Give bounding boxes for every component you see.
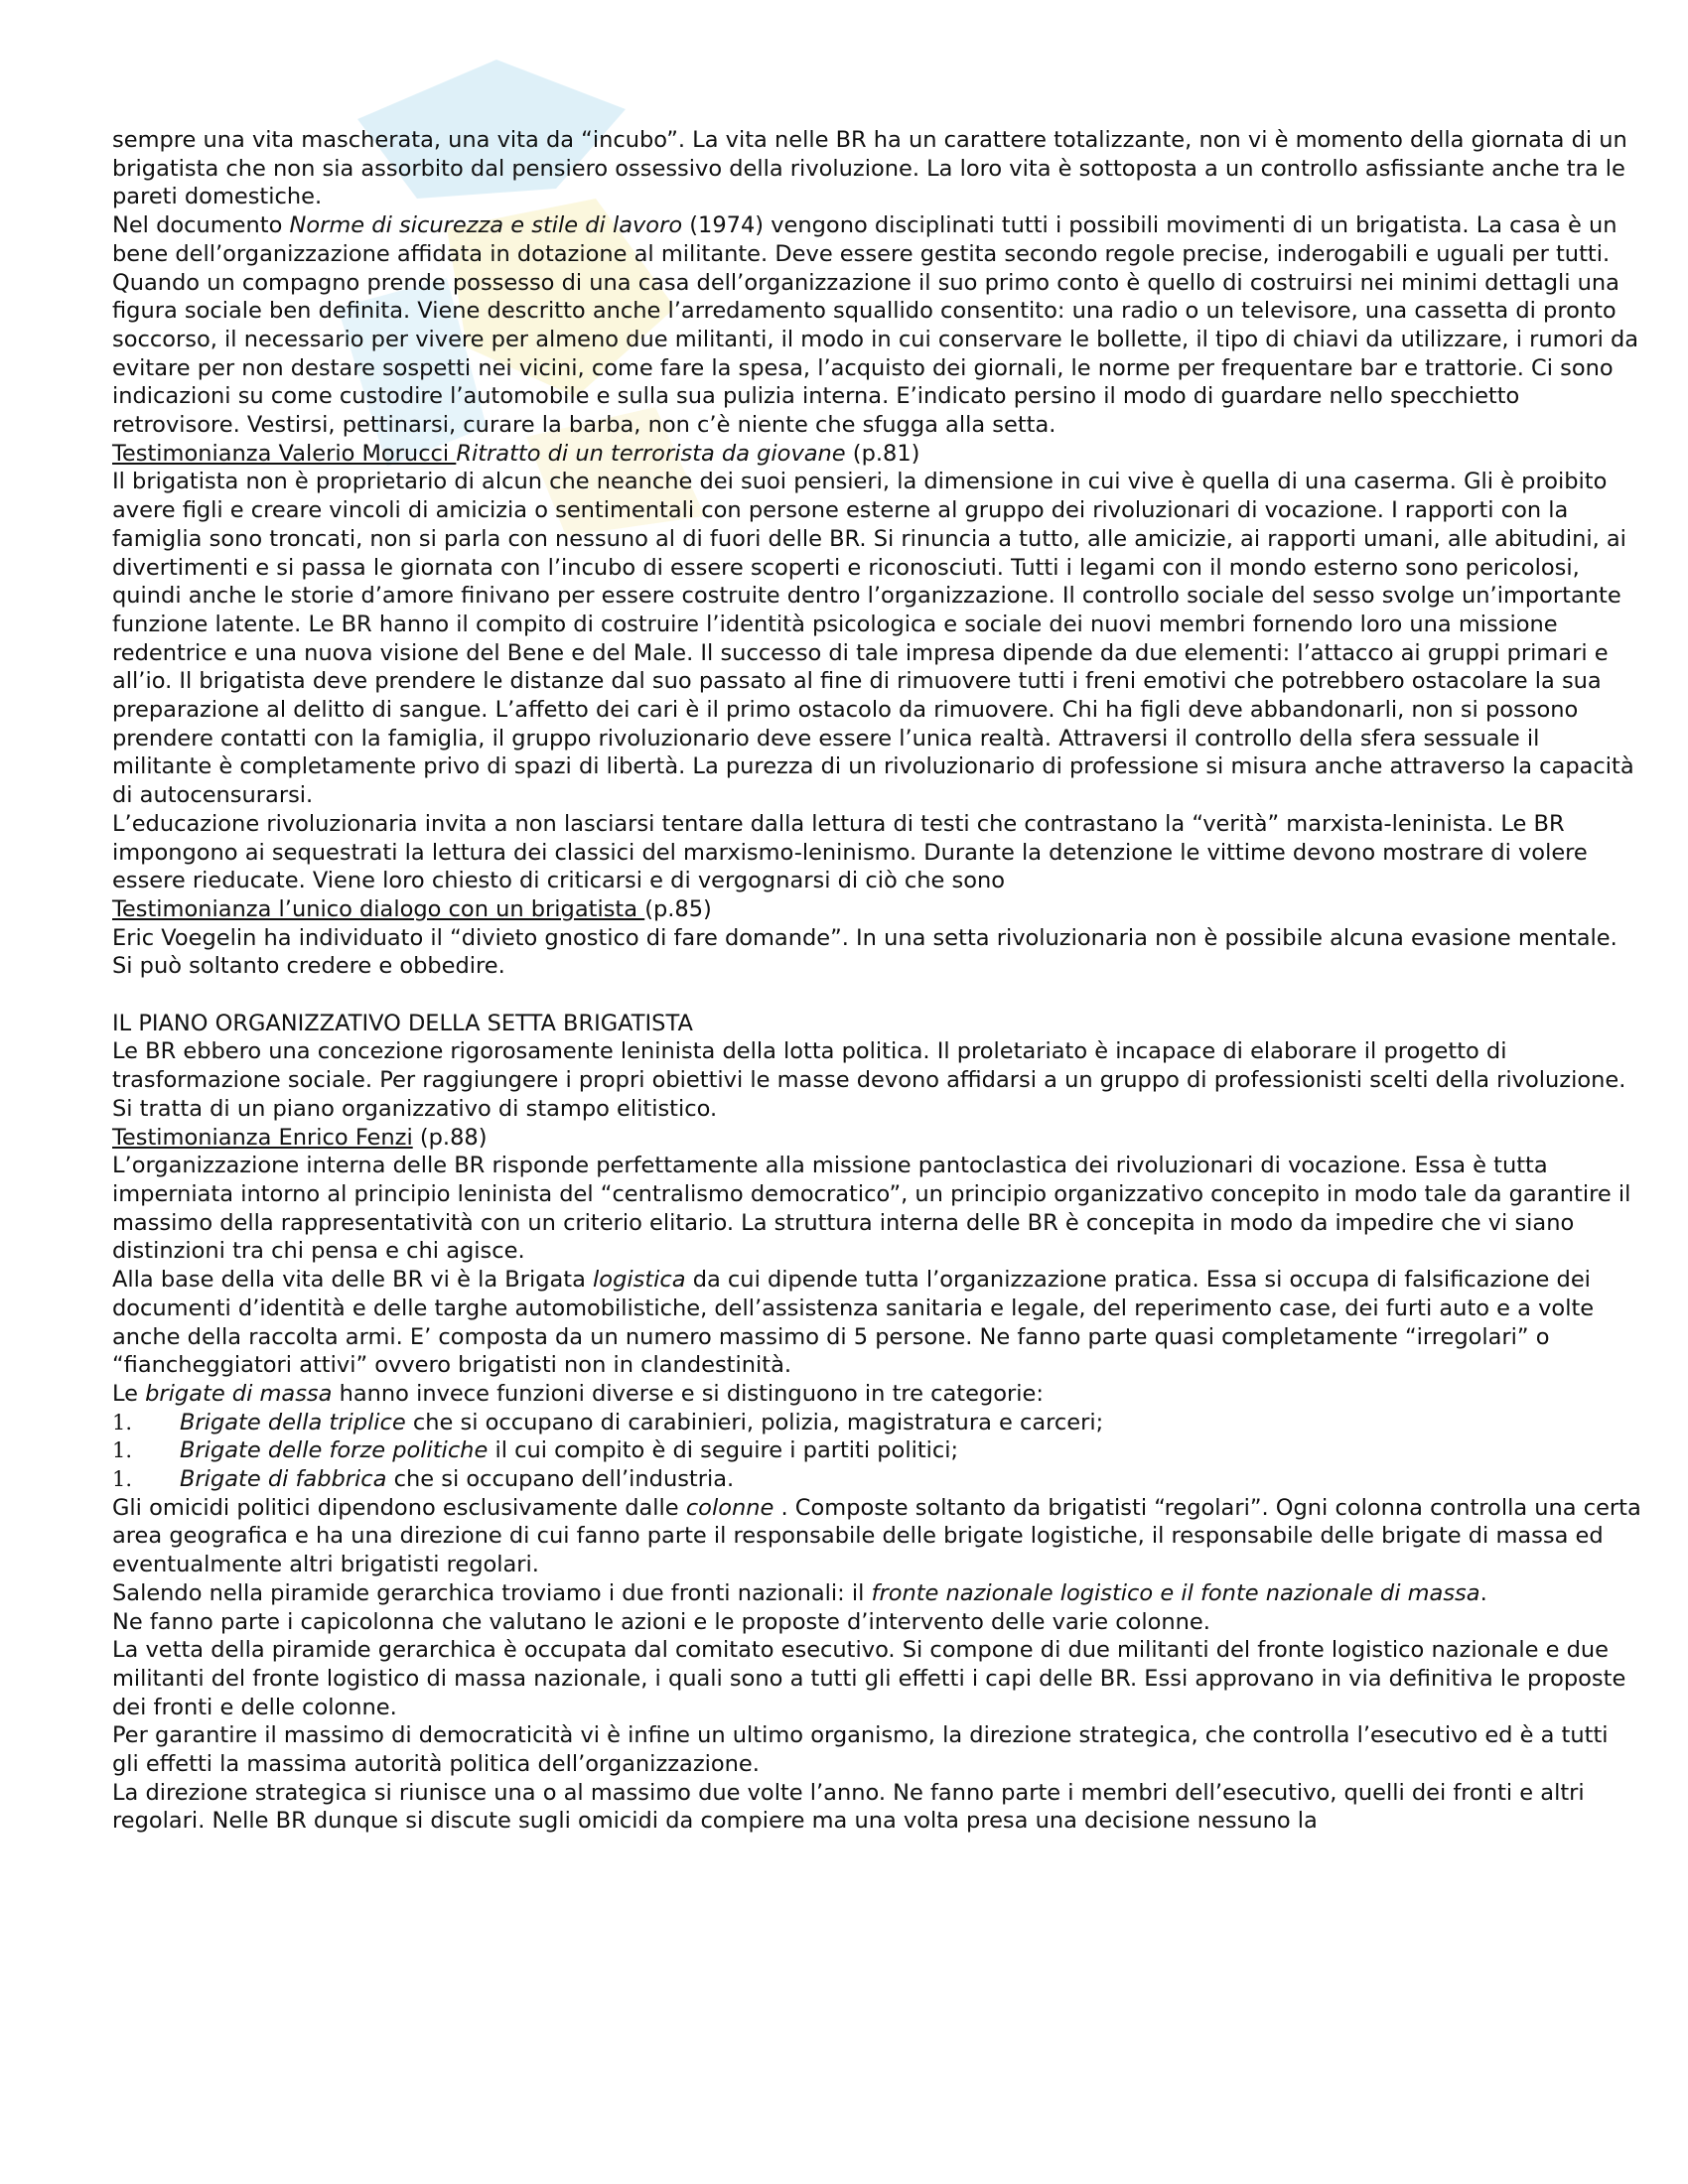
- list-item: [112, 1465, 1641, 1494]
- list-text: [180, 1436, 1641, 1465]
- page-reference: (p.85): [644, 895, 712, 922]
- testimony-link-dialogo: Testimonianza l’unico dialogo con un brigatista: [112, 895, 645, 922]
- paragraph-educazione-rivoluzionaria: L’educazione rivoluzionaria invita a non lasciarsi tentare dalla lettura di testi che contrastano la “verità” marxista-leninista. Le BR impongono ai sequestrati la lettura dei classici del marxismo-leninismo. Durante la detenzione le vittime devono mostrare di volere essere rieducate. Viene loro chiesto di criticarsi e di vergognarsi di ciò che sono: [112, 810, 1588, 894]
- term-italic: Brigate di fabbrica: [180, 1466, 387, 1493]
- text-run: che si occupano dell’industria.: [386, 1466, 735, 1493]
- paragraph-brigate-massa: [112, 1380, 1641, 1409]
- paragraph-voegelin: Eric Voegelin ha individuato il “divieto gnostico di fare domande”. In una setta rivoluzionaria non è possibile alcuna evasione mentale. Si può soltanto credere e obbedire.: [112, 924, 1618, 980]
- paragraph-brigatista-proprietario: Il brigatista non è proprietario di alcun che neanche dei suoi pensieri, la dimensione in cui vive è quella di una caserma. Gli è proibito avere figli e creare vincoli di amicizia o sentimentali con persone esterne al gruppo dei rivoluzionari di vocazione. I rapporti con la famiglia sono troncati, non si parla con nessuno al di fuori delle BR. Si rinuncia a tutto, alle amicizie, ai rapporti umani, alle abitudini, ai divertimenti e si passa le giornata con l’incubo di essere scoperti e riconosciuti. Tutti i legami con il mondo esterno sono pericolosi, quindi anche le storie d’amore finivano per essere costruite dentro l’organizzazione. Il controllo sociale del sesso svolge un’importante funzione latente. Le BR hanno il compito di costruire l’identità psicologica e sociale dei nuovi membri fornendo loro una missione redentrice e una nuova visione del Bene e del Male. Il successo di tale impresa dipende da due elementi: l’attacco ai gruppi primari e all’io. Il brigatista deve prendere le distanze dal suo passato al fine di rimuovere tutti i freni emotivi che potrebbero ostacolare la sua preparazione al delitto di sangue. L’affetto dei cari è il primo ostacolo da rimuovere. Chi ha figli deve abbandonarli, non si possono prendere contatti con la famiglia, il gruppo rivoluzionario deve essere l’unica realtà. Attraversi il controllo della sfera sessuale il militante è completamente privo di spazi di libertà. La purezza di un rivoluzionario di professione si misura anche attraverso la capacità di autocensurarsi.: [112, 469, 1634, 809]
- paragraph-colonne: [112, 1494, 1641, 1579]
- term-italic: Brigate della triplice: [180, 1409, 406, 1435]
- list-text: [180, 1409, 1641, 1437]
- text-run: .: [1479, 1579, 1487, 1606]
- paragraph-capicolonna: Ne fanno parte i capicolonna che valutano le azioni e le proposte d’intervento delle varie colonne.: [112, 1608, 1210, 1635]
- list-text: [180, 1465, 1641, 1494]
- text-run: Gli omicidi politici dipendono esclusivamente dalle: [112, 1494, 686, 1521]
- text-run: Salendo nella piramide gerarchica troviamo i due fronti nazionali: il: [112, 1579, 872, 1606]
- text-run: (1974) vengono disciplinati tutti i possibili movimenti di un brigatista. La casa è un bene dell’organizzazione affidata in dotazione al militante. Deve essere gestita secondo regole precise, inderogabili e uguali per tutti. Quando un compagno prende possesso di una casa dell’organizzazione il suo primo conto è quello di costruirsi nei minimi dettagli una figura sociale ben definita. Viene descritto anche l’arredamento squallido consentito: una radio o un televisore, una cassetta di pronto soccorso, il necessario per vivere per almeno due militanti, il modo in cui conservare le bollette, il tipo di chiavi da utilizzare, i rumori da evitare per non destare sospetti nei vicini, come fare la spesa, l’acquisto dei giornali, le norme per frequentare bar e trattorie. Ci sono indicazioni su come custodire l’automobile e sulla sua pulizia interna. E’indicato persino il modo di guardare nello specchietto retrovisore. Vestirsi, pettinarsi, curare la barba, non c’è niente che sfugga alla setta.: [112, 212, 1639, 439]
- testimony-fenzi: [112, 1124, 1641, 1153]
- text-run: che si occupano di carabinieri, polizia, magistratura e carceri;: [405, 1409, 1104, 1435]
- text-run: Le: [112, 1380, 146, 1407]
- document-page: [112, 126, 1641, 1836]
- paragraph-vita-mascherata: sempre una vita mascherata, una vita da “incubo”. La vita nelle BR ha un carattere totalizzante, non vi è momento della giornata di un brigatista che non sia assorbito dal pensiero ossessivo della rivoluzione. La loro vita è sottoposta a un controllo asfissiante anche tra le pareti domestiche.: [112, 127, 1627, 210]
- testimony-link-fenzi: Testimonianza Enrico Fenzi: [112, 1124, 413, 1151]
- paragraph-fronti-nazionali: [112, 1579, 1641, 1608]
- term-italic: colonne: [685, 1494, 774, 1521]
- list-number: 1.: [112, 1467, 133, 1492]
- text-run: il cui compito è di seguire i partiti politici;: [488, 1437, 959, 1464]
- text-run: Alla base della vita delle BR vi è la Brigata: [112, 1267, 594, 1294]
- list-number: 1.: [112, 1410, 133, 1434]
- list-item: [112, 1436, 1641, 1465]
- list-number: 1.: [112, 1438, 133, 1463]
- document-title-italic: Norme di sicurezza e stile di lavoro: [289, 212, 683, 239]
- blank-line: [112, 981, 1641, 1010]
- page-reference: (p.81): [845, 440, 920, 467]
- paragraph-organizzazione-interna: L’organizzazione interna delle BR risponde perfettamente alla missione pantoclastica dei rivoluzionari di vocazione. Essa è tutta imperniata intorno al principio leninista del “centralismo democratico”, un principio organizzativo concepito in modo tale da garantire il massimo della rappresentatività con un criterio elitario. La struttura interna delle BR è concepita in modo da impedire che vi siano distinzioni tra chi pensa e chi agisce.: [112, 1153, 1631, 1265]
- term-italic: brigate di massa: [145, 1380, 333, 1407]
- section-heading: IL PIANO ORGANIZZATIVO DELLA SETTA BRIGATISTA: [112, 1010, 693, 1036]
- page-reference: (p.88): [412, 1124, 488, 1151]
- text-run: . Composte soltanto da brigatisti “regolari”. Ogni colonna controlla una certa area geografica e ha una direzione di cui fanno parte il responsabile delle brigate logistiche, il responsabile delle brigate di massa ed eventualmente altri brigatisti regolari.: [112, 1494, 1641, 1578]
- term-italic: logistica: [593, 1267, 686, 1294]
- testimony-morucci: [112, 440, 1641, 469]
- text-run: Nel documento: [112, 212, 290, 239]
- list-item: [112, 1409, 1641, 1437]
- paragraph-brigata-logistica: [112, 1266, 1641, 1380]
- text-run: da cui dipende tutta l’organizzazione pratica. Essa si occupa di falsificazione dei documenti d’identità e delle targhe automobilistiche, dell’assistenza sanitaria e legale, del reperimento case, dei furti auto e a volte anche della raccolta armi. E’ composta da un numero massimo di 5 persone. Ne fanno parte quasi completamente “irregolari” o “fiancheggiatori attivi” ovvero brigatisti non in clandestinità.: [112, 1267, 1595, 1379]
- paragraph-concezione-leninista: Le BR ebbero una concezione rigorosamente leninista della lotta politica. Il proletariato è incapace di elaborare il progetto di trasformazione sociale. Per raggiungere i propri obiettivi le masse devono affidarsi a un gruppo di professionisti scelti della rivoluzione. Si tratta di un piano organizzativo di stampo elitistico.: [112, 1038, 1626, 1122]
- term-italic: fronte nazionale logistico e il fonte nazionale di massa: [871, 1579, 1480, 1606]
- paragraph-norme-sicurezza: [112, 211, 1641, 440]
- term-italic: Brigate delle forze politiche: [180, 1437, 489, 1464]
- paragraph-direzione-strategica: Per garantire il massimo di democraticità vi è infine un ultimo organismo, la direzione strategica, che controlla l’esecutivo ed è a tutti gli effetti la massima autorità politica dell’organizzazione.: [112, 1722, 1609, 1778]
- paragraph-comitato-esecutivo: La vetta della piramide gerarchica è occupata dal comitato esecutivo. Si compone di due militanti del fronte logistico nazionale e due militanti del fronte logistico di massa nazionale, i quali sono a tutti gli effetti i capi delle BR. Essi approvano in via definitiva le proposte dei fronti e delle colonne.: [112, 1637, 1626, 1720]
- testimony-link-morucci: Testimonianza Valerio Morucci: [112, 440, 457, 467]
- paragraph-riunione-direzione: La direzione strategica si riunisce una o al massimo due volte l’anno. Ne fanno parte i membri dell’esecutivo, quelli dei fronti e altri regolari. Nelle BR dunque si discute sugli omicidi da compiere ma una volta presa una decisione nessuno la: [112, 1779, 1585, 1835]
- book-title-italic: Ritratto di un terrorista da giovane: [456, 440, 846, 467]
- testimony-dialogo: [112, 895, 1641, 924]
- text-run: hanno invece funzioni diverse e si distinguono in tre categorie:: [332, 1380, 1044, 1407]
